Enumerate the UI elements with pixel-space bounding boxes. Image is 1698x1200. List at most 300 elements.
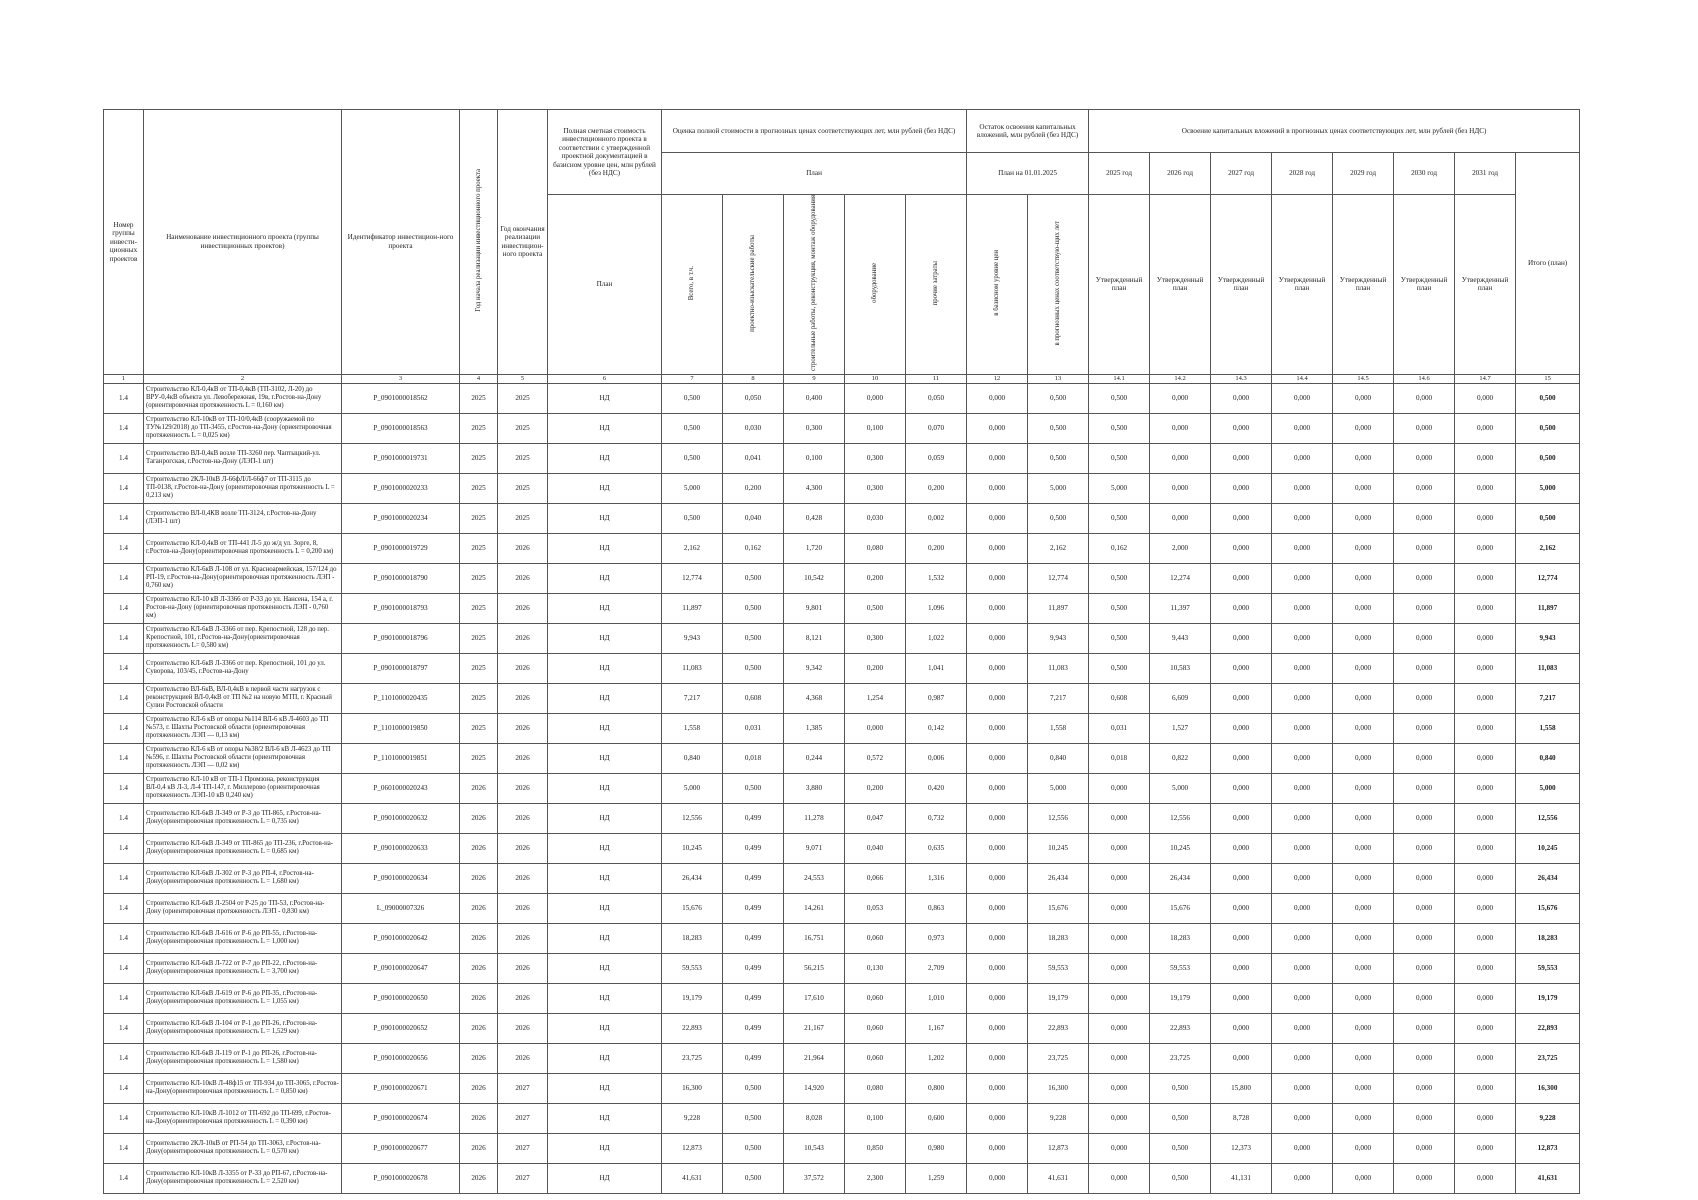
value-cell: 16,300 xyxy=(1028,1073,1089,1103)
value-cell: 15,676 xyxy=(1150,893,1211,923)
column-number: 9 xyxy=(784,374,845,383)
table-row xyxy=(104,803,1580,833)
value-cell: 0,000 xyxy=(1211,953,1272,983)
table-row xyxy=(104,833,1580,863)
value-cell: 0,822 xyxy=(1150,743,1211,773)
total-plan-cell: 11,897 xyxy=(1516,593,1580,623)
full-cost-cell: НД xyxy=(548,893,662,923)
value-cell: 12,373 xyxy=(1211,1133,1272,1163)
value-cell: 0,500 xyxy=(723,1073,784,1103)
group-number-cell: 1.4 xyxy=(104,803,144,833)
table-row xyxy=(104,1013,1580,1043)
value-cell: 0,000 xyxy=(1394,1133,1455,1163)
value-cell: 0,000 xyxy=(1333,503,1394,533)
value-cell: 0,000 xyxy=(1394,1073,1455,1103)
value-cell: 0,000 xyxy=(1455,1163,1516,1193)
value-cell: 0,500 xyxy=(662,503,723,533)
value-cell: 0,000 xyxy=(1394,503,1455,533)
value-cell: 8,028 xyxy=(784,1103,845,1133)
end-year-cell: 2026 xyxy=(498,893,548,923)
value-cell: 0,000 xyxy=(1089,803,1150,833)
value-cell: 0,000 xyxy=(1455,653,1516,683)
header-sub-forecast-prices: в прогнозных ценах соответствую-щих лет xyxy=(1028,195,1089,375)
value-cell: 0,000 xyxy=(1333,383,1394,413)
project-name-cell: Строительство КЛ-0,4кВ от ТП-441 Л-5 до ж/д ул. Зорге, 8, г.Ростов-на-Дону(ориентировочная протяженность L = 0,200 км) xyxy=(144,533,342,563)
project-name-cell: Строительство КЛ-6кВ Л-349 от ТП-865 до ТП-236, г.Ростов-на-Дону(ориентировочная протяженность L = 0,685 км) xyxy=(144,833,342,863)
value-cell: 0,000 xyxy=(967,503,1028,533)
start-year-cell: 2025 xyxy=(460,683,498,713)
end-year-cell: 2027 xyxy=(498,1103,548,1133)
value-cell: 9,443 xyxy=(1150,623,1211,653)
column-number: 5 xyxy=(498,374,548,383)
value-cell: 41,631 xyxy=(662,1163,723,1193)
total-plan-cell: 0,500 xyxy=(1516,503,1580,533)
full-cost-cell: НД xyxy=(548,953,662,983)
value-cell: 0,000 xyxy=(1211,983,1272,1013)
value-cell: 10,583 xyxy=(1150,653,1211,683)
header-approved-2027: Утвержденный план xyxy=(1211,195,1272,375)
group-number-cell: 1.4 xyxy=(104,983,144,1013)
value-cell: 0,500 xyxy=(723,773,784,803)
full-cost-cell: НД xyxy=(548,653,662,683)
project-name-cell: Строительство КЛ-6кВ Л-104 от Р-1 до РП-26, г.Ростов-на-Дону(ориентировочная протяженность L = 1,529 км) xyxy=(144,1013,342,1043)
total-plan-cell: 9,228 xyxy=(1516,1103,1580,1133)
total-plan-cell: 0,500 xyxy=(1516,413,1580,443)
start-year-cell: 2026 xyxy=(460,1133,498,1163)
project-id-cell: P_0901000018562 xyxy=(342,383,460,413)
table-row xyxy=(104,983,1580,1013)
value-cell: 0,000 xyxy=(845,713,906,743)
total-plan-cell: 23,725 xyxy=(1516,1043,1580,1073)
value-cell: 0,000 xyxy=(1272,593,1333,623)
group-number-cell: 1.4 xyxy=(104,683,144,713)
value-cell: 0,000 xyxy=(967,833,1028,863)
value-cell: 0,000 xyxy=(1089,893,1150,923)
value-cell: 0,000 xyxy=(967,863,1028,893)
value-cell: 0,162 xyxy=(723,533,784,563)
value-cell: 0,000 xyxy=(1150,383,1211,413)
value-cell: 0,000 xyxy=(1394,533,1455,563)
value-cell: 0,000 xyxy=(1211,773,1272,803)
value-cell: 0,000 xyxy=(1333,743,1394,773)
full-cost-cell: НД xyxy=(548,923,662,953)
value-cell: 0,066 xyxy=(845,863,906,893)
table-row xyxy=(104,443,1580,473)
project-id-cell: P_0901000020650 xyxy=(342,983,460,1013)
project-id-cell: P_0901000020674 xyxy=(342,1103,460,1133)
value-cell: 0,047 xyxy=(845,803,906,833)
start-year-cell: 2025 xyxy=(460,743,498,773)
value-cell: 0,499 xyxy=(723,833,784,863)
group-number-cell: 1.4 xyxy=(104,953,144,983)
project-name-cell: Строительство КЛ-6кВ Л-349 от Р-3 до ТП-865, г.Ростов-на-Дону(ориентировочная протяженность L = 0,735 км) xyxy=(144,803,342,833)
value-cell: 1,022 xyxy=(906,623,967,653)
header-sub-total: Всего, в т.ч. xyxy=(662,195,723,375)
value-cell: 4,368 xyxy=(784,683,845,713)
value-cell: 10,245 xyxy=(1028,833,1089,863)
value-cell: 0,000 xyxy=(967,983,1028,1013)
value-cell: 0,840 xyxy=(662,743,723,773)
value-cell: 0,000 xyxy=(1211,503,1272,533)
value-cell: 0,500 xyxy=(1028,383,1089,413)
value-cell: 22,893 xyxy=(662,1013,723,1043)
full-cost-cell: НД xyxy=(548,473,662,503)
value-cell: 0,000 xyxy=(1211,593,1272,623)
project-name-cell: Строительство ВЛ-0,4КВ возле ТП-3124, г.Ростов-на-Дону (ЛЭП-1 шт) xyxy=(144,503,342,533)
start-year-cell: 2025 xyxy=(460,413,498,443)
value-cell: 0,000 xyxy=(1394,1043,1455,1073)
total-plan-cell: 0,840 xyxy=(1516,743,1580,773)
value-cell: 0,080 xyxy=(845,533,906,563)
value-cell: 0,000 xyxy=(967,713,1028,743)
total-plan-cell: 2,162 xyxy=(1516,533,1580,563)
start-year-cell: 2026 xyxy=(460,1013,498,1043)
value-cell: 0,000 xyxy=(1394,683,1455,713)
value-cell: 0,000 xyxy=(967,1103,1028,1133)
value-cell: 0,608 xyxy=(1089,683,1150,713)
full-cost-cell: НД xyxy=(548,683,662,713)
end-year-cell: 2027 xyxy=(498,1133,548,1163)
full-cost-cell: НД xyxy=(548,593,662,623)
value-cell: 0,000 xyxy=(1394,563,1455,593)
value-cell: 0,041 xyxy=(723,443,784,473)
value-cell: 4,300 xyxy=(784,473,845,503)
value-cell: 0,162 xyxy=(1089,533,1150,563)
value-cell: 1,096 xyxy=(906,593,967,623)
project-id-cell: P_0901000020633 xyxy=(342,833,460,863)
value-cell: 0,000 xyxy=(1455,713,1516,743)
project-id-cell: P_0601000020243 xyxy=(342,773,460,803)
header-total: Итого (план) xyxy=(1516,153,1580,375)
start-year-cell: 2026 xyxy=(460,833,498,863)
value-cell: 23,725 xyxy=(1028,1043,1089,1073)
total-plan-cell: 5,000 xyxy=(1516,473,1580,503)
value-cell: 0,000 xyxy=(1089,983,1150,1013)
value-cell: 2,709 xyxy=(906,953,967,983)
value-cell: 19,179 xyxy=(662,983,723,1013)
value-cell: 15,676 xyxy=(1028,893,1089,923)
end-year-cell: 2025 xyxy=(498,383,548,413)
value-cell: 0,000 xyxy=(1333,1133,1394,1163)
value-cell: 6,609 xyxy=(1150,683,1211,713)
value-cell: 0,000 xyxy=(1333,563,1394,593)
value-cell: 0,000 xyxy=(1272,473,1333,503)
full-cost-cell: НД xyxy=(548,1163,662,1193)
value-cell: 0,000 xyxy=(1394,773,1455,803)
header-id: Идентификатор инвестицион-ного проекта xyxy=(342,110,460,375)
value-cell: 0,428 xyxy=(784,503,845,533)
value-cell: 0,060 xyxy=(845,923,906,953)
total-plan-cell: 0,500 xyxy=(1516,383,1580,413)
value-cell: 0,000 xyxy=(1455,893,1516,923)
value-cell: 0,000 xyxy=(1394,863,1455,893)
value-cell: 0,000 xyxy=(1211,833,1272,863)
value-cell: 0,000 xyxy=(1272,1073,1333,1103)
value-cell: 0,499 xyxy=(723,803,784,833)
total-plan-cell: 59,553 xyxy=(1516,953,1580,983)
value-cell: 0,499 xyxy=(723,1013,784,1043)
value-cell: 0,000 xyxy=(1333,683,1394,713)
end-year-cell: 2026 xyxy=(498,953,548,983)
column-number: 4 xyxy=(460,374,498,383)
value-cell: 3,880 xyxy=(784,773,845,803)
value-cell: 0,000 xyxy=(1455,803,1516,833)
header-year-2029: 2029 год xyxy=(1333,153,1394,195)
value-cell: 0,000 xyxy=(1333,1073,1394,1103)
value-cell: 0,040 xyxy=(845,833,906,863)
value-cell: 0,500 xyxy=(1089,443,1150,473)
value-cell: 1,259 xyxy=(906,1163,967,1193)
full-cost-cell: НД xyxy=(548,1073,662,1103)
value-cell: 0,000 xyxy=(967,593,1028,623)
value-cell: 0,000 xyxy=(1272,893,1333,923)
value-cell: 24,553 xyxy=(784,863,845,893)
value-cell: 0,500 xyxy=(1150,1103,1211,1133)
value-cell: 0,000 xyxy=(1333,833,1394,863)
value-cell: 0,000 xyxy=(1455,953,1516,983)
start-year-cell: 2026 xyxy=(460,1043,498,1073)
end-year-cell: 2025 xyxy=(498,443,548,473)
value-cell: 0,000 xyxy=(1211,923,1272,953)
start-year-cell: 2025 xyxy=(460,563,498,593)
value-cell: 0,000 xyxy=(1333,863,1394,893)
value-cell: 0,000 xyxy=(1455,983,1516,1013)
value-cell: 7,217 xyxy=(1028,683,1089,713)
table-row xyxy=(104,413,1580,443)
value-cell: 0,000 xyxy=(1394,473,1455,503)
value-cell: 23,725 xyxy=(662,1043,723,1073)
value-cell: 0,000 xyxy=(1211,863,1272,893)
total-plan-cell: 11,083 xyxy=(1516,653,1580,683)
project-id-cell: P_0901000020233 xyxy=(342,473,460,503)
table-row xyxy=(104,653,1580,683)
value-cell: 0,000 xyxy=(1394,953,1455,983)
value-cell: 0,000 xyxy=(1211,383,1272,413)
table-row xyxy=(104,773,1580,803)
value-cell: 0,000 xyxy=(1211,623,1272,653)
header-approved-2028: Утвержденный план xyxy=(1272,195,1333,375)
value-cell: 12,774 xyxy=(662,563,723,593)
value-cell: 0,000 xyxy=(1333,953,1394,983)
header-year-2026: 2026 год xyxy=(1150,153,1211,195)
value-cell: 0,800 xyxy=(906,1073,967,1103)
project-id-cell: P_1101000019851 xyxy=(342,743,460,773)
value-cell: 0,499 xyxy=(723,983,784,1013)
end-year-cell: 2026 xyxy=(498,653,548,683)
value-cell: 0,100 xyxy=(784,443,845,473)
value-cell: 12,556 xyxy=(1028,803,1089,833)
full-cost-cell: НД xyxy=(548,623,662,653)
value-cell: 0,500 xyxy=(845,593,906,623)
group-number-cell: 1.4 xyxy=(104,623,144,653)
header-full-cost-plan: План xyxy=(548,195,662,375)
start-year-cell: 2025 xyxy=(460,653,498,683)
value-cell: 0,000 xyxy=(1394,743,1455,773)
project-id-cell: P_0901000020642 xyxy=(342,923,460,953)
value-cell: 0,100 xyxy=(845,413,906,443)
value-cell: 0,000 xyxy=(1211,473,1272,503)
project-name-cell: Строительство КЛ-6кВ Л-108 от ул. Красноармейская, 157/124 до РП-19, г.Ростов-на-Дону(ориентировочная протяженность ЛЭП - 0,760 км) xyxy=(144,563,342,593)
value-cell: 11,083 xyxy=(1028,653,1089,683)
header-sub-basis-prices: в базисном уровне цен xyxy=(967,195,1028,375)
full-cost-cell: НД xyxy=(548,1013,662,1043)
total-plan-cell: 9,943 xyxy=(1516,623,1580,653)
value-cell: 0,200 xyxy=(906,473,967,503)
value-cell: 0,300 xyxy=(845,473,906,503)
full-cost-cell: НД xyxy=(548,1133,662,1163)
value-cell: 5,000 xyxy=(662,773,723,803)
value-cell: 11,897 xyxy=(662,593,723,623)
value-cell: 17,610 xyxy=(784,983,845,1013)
value-cell: 0,000 xyxy=(1394,1103,1455,1133)
column-number: 1 xyxy=(104,374,144,383)
value-cell: 0,142 xyxy=(906,713,967,743)
start-year-cell: 2026 xyxy=(460,773,498,803)
value-cell: 0,080 xyxy=(845,1073,906,1103)
value-cell: 8,121 xyxy=(784,623,845,653)
end-year-cell: 2026 xyxy=(498,563,548,593)
value-cell: 0,000 xyxy=(1394,923,1455,953)
value-cell: 41,631 xyxy=(1028,1163,1089,1193)
start-year-cell: 2025 xyxy=(460,383,498,413)
value-cell: 0,608 xyxy=(723,683,784,713)
full-cost-cell: НД xyxy=(548,743,662,773)
value-cell: 12,873 xyxy=(662,1133,723,1163)
total-plan-cell: 26,434 xyxy=(1516,863,1580,893)
value-cell: 0,000 xyxy=(1394,1013,1455,1043)
value-cell: 0,000 xyxy=(1272,743,1333,773)
group-number-cell: 1.4 xyxy=(104,833,144,863)
value-cell: 0,000 xyxy=(1333,533,1394,563)
value-cell: 0,000 xyxy=(1089,773,1150,803)
value-cell: 9,342 xyxy=(784,653,845,683)
start-year-cell: 2026 xyxy=(460,1163,498,1193)
value-cell: 0,100 xyxy=(845,1103,906,1133)
value-cell: 0,500 xyxy=(662,443,723,473)
value-cell: 0,500 xyxy=(723,623,784,653)
value-cell: 0,000 xyxy=(1211,563,1272,593)
value-cell: 1,041 xyxy=(906,653,967,683)
value-cell: 0,000 xyxy=(1211,1013,1272,1043)
column-number: 15 xyxy=(1516,374,1580,383)
value-cell: 0,000 xyxy=(967,563,1028,593)
group-number-cell: 1.4 xyxy=(104,1103,144,1133)
value-cell: 0,000 xyxy=(1150,503,1211,533)
full-cost-cell: НД xyxy=(548,1043,662,1073)
total-plan-cell: 7,217 xyxy=(1516,683,1580,713)
header-year-2031: 2031 год xyxy=(1455,153,1516,195)
full-cost-cell: НД xyxy=(548,383,662,413)
value-cell: 0,000 xyxy=(1272,503,1333,533)
total-plan-cell: 0,500 xyxy=(1516,443,1580,473)
value-cell: 0,000 xyxy=(1089,1073,1150,1103)
end-year-cell: 2026 xyxy=(498,923,548,953)
value-cell: 22,893 xyxy=(1028,1013,1089,1043)
header-year-2030: 2030 год xyxy=(1394,153,1455,195)
project-id-cell: P_0901000018563 xyxy=(342,413,460,443)
value-cell: 1,558 xyxy=(662,713,723,743)
value-cell: 0,200 xyxy=(906,533,967,563)
value-cell: 12,774 xyxy=(1028,563,1089,593)
start-year-cell: 2026 xyxy=(460,1073,498,1103)
value-cell: 0,000 xyxy=(967,683,1028,713)
value-cell: 0,000 xyxy=(1455,863,1516,893)
value-cell: 0,500 xyxy=(1028,443,1089,473)
value-cell: 0,000 xyxy=(1272,923,1333,953)
table-row xyxy=(104,1163,1580,1193)
total-plan-cell: 5,000 xyxy=(1516,773,1580,803)
value-cell: 1,720 xyxy=(784,533,845,563)
value-cell: 0,000 xyxy=(967,623,1028,653)
value-cell: 0,000 xyxy=(967,1043,1028,1073)
value-cell: 12,873 xyxy=(1028,1133,1089,1163)
value-cell: 12,556 xyxy=(662,803,723,833)
total-plan-cell: 16,300 xyxy=(1516,1073,1580,1103)
start-year-cell: 2026 xyxy=(460,803,498,833)
value-cell: 0,000 xyxy=(1455,923,1516,953)
start-year-cell: 2026 xyxy=(460,983,498,1013)
start-year-cell: 2026 xyxy=(460,1103,498,1133)
value-cell: 1,202 xyxy=(906,1043,967,1073)
value-cell: 0,000 xyxy=(1211,803,1272,833)
full-cost-cell: НД xyxy=(548,413,662,443)
project-name-cell: Строительство КЛ-6кВ Л-722 от Р-7 до РП-22, г.Ростов-на-Дону(ориентировочная протяженность L = 3,700 км) xyxy=(144,953,342,983)
header-approved-2025: Утвержденный план xyxy=(1089,195,1150,375)
value-cell: 10,542 xyxy=(784,563,845,593)
value-cell: 0,000 xyxy=(1333,713,1394,743)
start-year-cell: 2025 xyxy=(460,593,498,623)
group-number-cell: 1.4 xyxy=(104,1133,144,1163)
value-cell: 26,434 xyxy=(1150,863,1211,893)
value-cell: 0,500 xyxy=(723,593,784,623)
value-cell: 0,500 xyxy=(1028,413,1089,443)
table-row xyxy=(104,473,1580,503)
value-cell: 0,000 xyxy=(967,1073,1028,1103)
column-number: 10 xyxy=(845,374,906,383)
project-id-cell: P_0901000020677 xyxy=(342,1133,460,1163)
value-cell: 0,000 xyxy=(1089,1013,1150,1043)
total-plan-cell: 12,774 xyxy=(1516,563,1580,593)
group-number-cell: 1.4 xyxy=(104,1163,144,1193)
end-year-cell: 2025 xyxy=(498,473,548,503)
value-cell: 12,274 xyxy=(1150,563,1211,593)
project-name-cell: Строительство КЛ-10кВ Л-3355 от Р-33 до РП-67, г.Ростов-на-Дону(ориентировочная протяженность L = 2,520 км) xyxy=(144,1163,342,1193)
full-cost-cell: НД xyxy=(548,503,662,533)
value-cell: 0,500 xyxy=(1028,503,1089,533)
group-number-cell: 1.4 xyxy=(104,413,144,443)
end-year-cell: 2026 xyxy=(498,863,548,893)
value-cell: 0,244 xyxy=(784,743,845,773)
project-name-cell: Строительство КЛ-6кВ Л-2504 от Р-25 до ТП-53, г.Ростов-на-Дону (ориентировочная протяженность ЛЭП - 0,830 км) xyxy=(144,893,342,923)
value-cell: 0,000 xyxy=(967,413,1028,443)
group-number-cell: 1.4 xyxy=(104,1013,144,1043)
value-cell: 12,556 xyxy=(1150,803,1211,833)
total-plan-cell: 12,556 xyxy=(1516,803,1580,833)
value-cell: 0,000 xyxy=(1394,803,1455,833)
value-cell: 0,000 xyxy=(1272,1043,1333,1073)
column-number: 11 xyxy=(906,374,967,383)
value-cell: 0,000 xyxy=(1455,1133,1516,1163)
value-cell: 16,300 xyxy=(662,1073,723,1103)
value-cell: 0,000 xyxy=(1333,413,1394,443)
value-cell: 0,000 xyxy=(967,473,1028,503)
table-row xyxy=(104,953,1580,983)
value-cell: 0,000 xyxy=(1394,893,1455,923)
table-row xyxy=(104,623,1580,653)
value-cell: 0,500 xyxy=(723,1133,784,1163)
value-cell: 0,000 xyxy=(1333,923,1394,953)
value-cell: 0,000 xyxy=(1455,773,1516,803)
